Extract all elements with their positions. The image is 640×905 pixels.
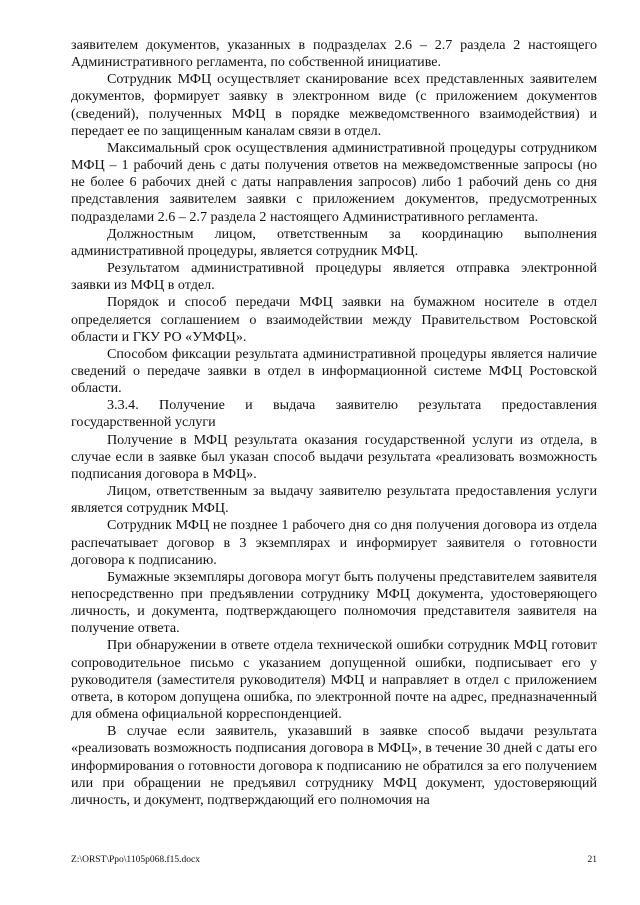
paragraph-issuing-official: Лицом, ответственным за выдачу заявителю результата предоставления услуги является сотрудник МФЦ. bbox=[71, 483, 597, 517]
page-footer bbox=[71, 854, 597, 866]
paragraph-30-days: В случае если заявитель, указавший в заявке способ выдачи результата «реализовать возможность подписания договора в МФЦ», в течение 30 дней с даты его информирования о готовности договора к подписанию не обратился за его получением или при обращении не предъявил сотруднику МФЦ документ, удостоверяющий личность, и документ, подтверждающий его полномочия на bbox=[71, 723, 597, 808]
page-number: 21 bbox=[587, 855, 597, 865]
paragraph-result: Результатом административной процедуры является отправка электронной заявки из МФЦ в отдел. bbox=[71, 260, 597, 294]
paragraph-receiving-result: Получение в МФЦ результата оказания государственной услуги из отдела, в случае если в заявке был указан способ выдачи результата «реализовать возможность подписания договора в МФЦ». bbox=[71, 431, 597, 482]
paragraph-max-term: Максимальный срок осуществления административной процедуры сотрудником МФЦ – 1 рабочий день с даты получения ответов на межведомственные запросы (но не более 6 рабочих дней с даты направления запросов) либо 1 рабочий день со дня представления заявителем заявки с приложением документов, предусмотренных подразделами 2.6 – 2.7 раздела 2 настоящего Административного регламента. bbox=[71, 139, 597, 225]
paragraph-paper-copies: Бумажные экземпляры договора могут быть получены представителем заявителя непосредственно при предъявлении сотруднику МФЦ документа, удостоверяющего личность, и документа, подтверждающего полномочия представителя заявителя на получение ответа. bbox=[71, 568, 597, 637]
paragraph-fixation: Способом фиксации результата административной процедуры является наличие сведений о передаче заявки в отдел в информационной системе МФЦ Ростовской области. bbox=[71, 345, 597, 397]
paragraph-scanning: Сотрудник МФЦ осуществляет сканирование всех представленных заявителем документов, формирует заявку в электронном виде (с приложением документов (сведений), полученных МФЦ в порядке межведомственного взаимодействия) и передает ее по защищенным каналам связи в отдел. bbox=[71, 71, 597, 139]
paragraph-printing-contract: Сотрудник МФЦ не позднее 1 рабочего дня со дня получения договора из отдела распечатывает договор в 3 экземплярах и информирует заявителя о готовности договора к подписанию. bbox=[71, 517, 597, 568]
paragraph-responsible-official: Должностным лицом, ответственным за координацию выполнения административной процедуры, является сотрудник МФЦ. bbox=[71, 225, 597, 259]
document-body bbox=[71, 37, 597, 809]
paragraph-paper-transfer: Порядок и способ передачи МФЦ заявки на бумажном носителе в отдел определяется соглашением о взаимодействии между Правительством Ростовской области и ГКУ РО «УМФЦ». bbox=[71, 294, 597, 345]
paragraph-technical-error: При обнаружении в ответе отдела технической ошибки сотрудник МФЦ готовит сопроводительное письмо с указанием допущенной ошибки, подписывает его у руководителя (заместителя руководителя) МФЦ и направляет в отдел с приложением ответа, в котором допущена ошибка, по электронной почте на адрес, предназначенный для обмена официальной корреспонденцией. bbox=[71, 637, 597, 723]
file-path: Z:\ORST\Ppo\1105p068.f15.docx bbox=[71, 855, 200, 865]
section-heading-3-3-4: 3.3.4. Получение и выдача заявителю результата предоставления государственной услуги bbox=[71, 397, 597, 431]
paragraph-continuation: заявителем документов, указанных в подразделах 2.6 – 2.7 раздела 2 настоящего Административного регламента, по собственной инициативе. bbox=[71, 37, 597, 71]
